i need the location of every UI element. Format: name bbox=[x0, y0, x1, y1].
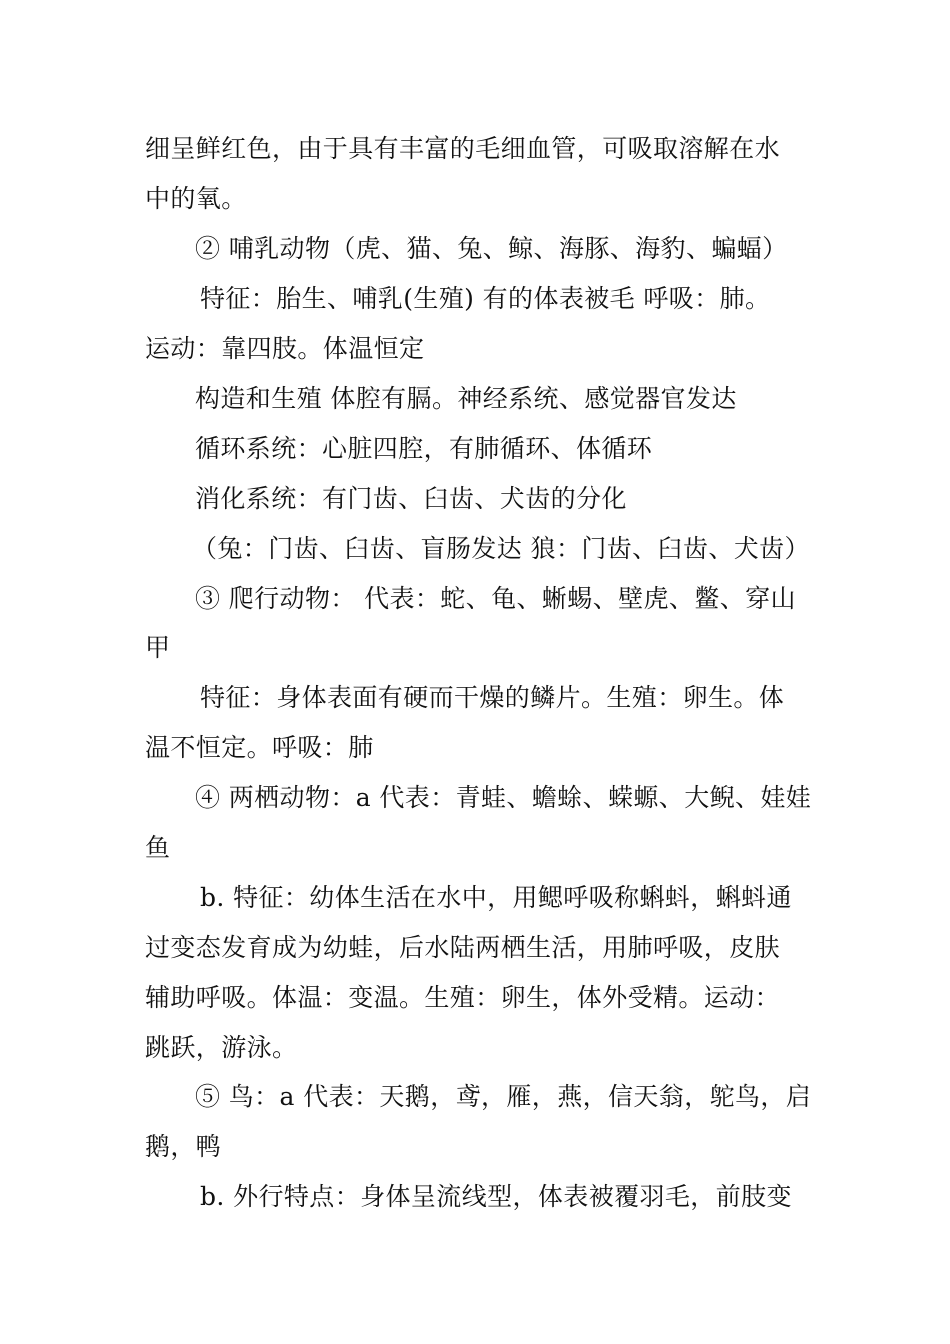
text-line: 运动：靠四肢。体温恒定 bbox=[145, 334, 425, 363]
text-line: b. 外行特点：身体呈流线型，体表被覆羽毛，前肢变 bbox=[200, 1182, 792, 1211]
text-line: ③ 爬行动物： 代表：蛇、龟、蜥蜴、壁虎、鳖、穿山 bbox=[195, 584, 796, 613]
text-line: 鱼 bbox=[145, 833, 171, 862]
text-line: 过变态发育成为幼蛙，后水陆两栖生活，用肺呼吸，皮肤 bbox=[145, 933, 781, 962]
text-line: ② 哺乳动物（虎、猫、兔、鲸、海豚、海豹、蝙蝠） bbox=[195, 234, 788, 263]
text-line: 跳跃，游泳。 bbox=[145, 1033, 298, 1062]
text-line: 辅助呼吸。体温：变温。生殖：卵生，体外受精。运动： bbox=[145, 983, 781, 1012]
text-line: 温不恒定。呼吸：肺 bbox=[145, 733, 374, 762]
text-line: ⑤ 鸟：a 代表：天鹅，鸢，雁，燕，信天翁，鸵鸟，启 bbox=[195, 1082, 812, 1111]
text-line: 细呈鲜红色，由于具有丰富的毛细血管，可吸取溶解在水 bbox=[145, 134, 781, 163]
text-line: 甲 bbox=[145, 633, 171, 662]
text-line: 鹅，鸭 bbox=[145, 1132, 222, 1161]
text-line: b. 特征：幼体生活在水中，用鳃呼吸称蝌蚪，蝌蚪通 bbox=[200, 883, 792, 912]
text-line: 循环系统：心脏四腔，有肺循环、体循环 bbox=[195, 434, 653, 463]
text-line: 特征：身体表面有硬而干燥的鳞片。生殖：卵生。体 bbox=[200, 683, 785, 712]
text-line: 构造和生殖 体腔有膈。神经系统、感觉器官发达 bbox=[195, 384, 737, 413]
text-line: ④ 两栖动物：a 代表：青蛙、蟾蜍、蝾螈、大鲵、娃娃 bbox=[195, 783, 812, 812]
text-line: （兔：门齿、臼齿、盲肠发达 狼：门齿、臼齿、犬齿） bbox=[192, 534, 810, 563]
text-line: 中的氧。 bbox=[145, 184, 247, 213]
text-line: 特征：胎生、哺乳(生殖) 有的体表被毛 呼吸：肺。 bbox=[200, 284, 771, 313]
text-line: 消化系统：有门齿、臼齿、犬齿的分化 bbox=[195, 484, 627, 513]
